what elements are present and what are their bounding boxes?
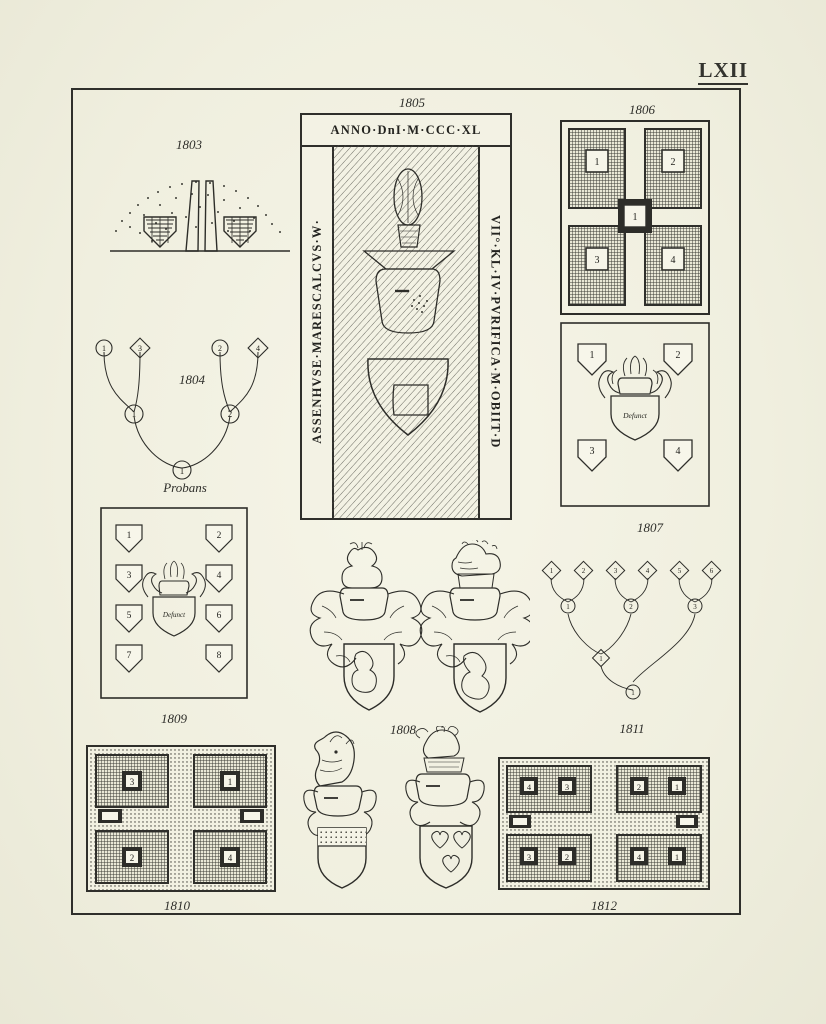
figure-1808-lower [296, 726, 496, 891]
caption-1811: 1811 [619, 721, 645, 736]
tomb-inscription-top: ANNO·DnI·M·CCC·XL [302, 115, 510, 147]
svg-text:7: 7 [126, 651, 132, 661]
caption-1809: 1809 [161, 711, 187, 726]
svg-text:3: 3 [526, 852, 532, 862]
svg-text:1: 1 [599, 655, 603, 663]
svg-text:Defunct: Defunct [162, 611, 186, 619]
svg-text:4: 4 [216, 571, 222, 581]
svg-text:3: 3 [589, 446, 595, 457]
caption-1812: 1812 [591, 898, 617, 913]
svg-text:1: 1 [674, 782, 680, 792]
svg-text:3: 3 [693, 603, 697, 611]
svg-text:2: 2 [675, 350, 681, 361]
plate-number-text: LXII [698, 58, 748, 85]
figure-1807 [560, 322, 710, 507]
svg-text:1: 1 [227, 777, 233, 787]
svg-text:4: 4 [645, 567, 650, 575]
figure-1810 [86, 745, 276, 892]
svg-text:4: 4 [636, 852, 642, 862]
svg-text:3: 3 [564, 782, 570, 792]
svg-text:1: 1 [102, 344, 106, 353]
svg-text:3: 3 [594, 255, 600, 266]
svg-text:Defunct: Defunct [623, 411, 647, 420]
svg-text:3: 3 [613, 567, 618, 575]
figure-1812 [498, 757, 710, 890]
figure-1809 [100, 507, 248, 699]
caption-1803: 1803 [176, 137, 202, 152]
svg-text:4: 4 [256, 344, 260, 353]
caption-1810: 1810 [164, 898, 190, 913]
svg-text:6: 6 [709, 567, 714, 575]
svg-text:5: 5 [126, 611, 132, 621]
probans-label: Probans [163, 480, 207, 495]
svg-text:2: 2 [670, 157, 676, 168]
figure-1811 [538, 558, 728, 710]
svg-text:4: 4 [670, 255, 676, 266]
figure-1805-slab [300, 113, 512, 520]
caption-1806: 1806 [629, 102, 655, 117]
figure-1806 [560, 120, 710, 315]
svg-text:1: 1 [549, 567, 554, 575]
figure-1803 [100, 155, 300, 270]
svg-text:1: 1 [126, 531, 132, 541]
svg-text:2: 2 [636, 782, 642, 792]
tomb-inscription-left: ASSENHVSE·MARESCALCVS·W· [302, 145, 334, 518]
svg-text:5: 5 [677, 567, 682, 575]
svg-text:1: 1 [631, 689, 635, 697]
svg-text:2: 2 [227, 409, 233, 419]
figure-1804 [82, 330, 282, 480]
svg-text:2: 2 [216, 531, 222, 541]
tomb-field [332, 145, 480, 518]
svg-text:1: 1 [566, 603, 570, 611]
figure-1808-upper [290, 540, 530, 720]
svg-text:3: 3 [129, 777, 135, 787]
svg-text:8: 8 [216, 651, 222, 661]
svg-text:1: 1 [632, 212, 638, 223]
tomb-inscription-right: VII°·KL·IV·PVRIFICA·M·OBIIT·D [478, 145, 510, 518]
svg-text:2: 2 [564, 852, 570, 862]
fig1803-ground [110, 181, 290, 251]
svg-text:4: 4 [526, 782, 532, 792]
caption-1805: 1805 [399, 95, 425, 110]
plate-number [698, 58, 748, 83]
svg-text:2: 2 [218, 344, 222, 353]
svg-text:2: 2 [629, 603, 633, 611]
svg-text:3: 3 [126, 571, 132, 581]
caption-1804: 1804 [179, 372, 205, 387]
caption-1808: 1808 [390, 722, 416, 737]
svg-text:1: 1 [589, 350, 595, 361]
svg-text:1: 1 [131, 409, 137, 419]
svg-text:1: 1 [179, 466, 185, 476]
svg-text:2: 2 [581, 567, 586, 575]
svg-text:4: 4 [227, 853, 233, 863]
svg-text:2: 2 [129, 853, 135, 863]
svg-text:3: 3 [138, 344, 142, 353]
svg-text:6: 6 [216, 611, 222, 621]
caption-1807: 1807 [637, 520, 663, 535]
svg-text:1: 1 [674, 852, 680, 862]
svg-text:4: 4 [675, 446, 681, 457]
svg-text:1: 1 [594, 157, 600, 168]
